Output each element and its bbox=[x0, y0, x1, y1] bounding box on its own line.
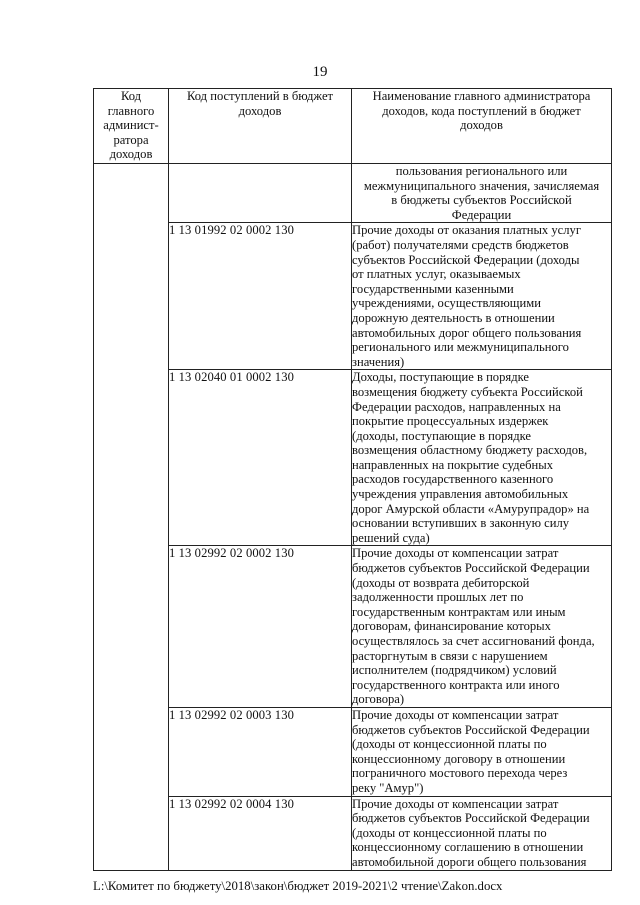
table-row bbox=[94, 370, 612, 546]
description-cell: Прочие доходы от компенсации затрат бюджетов субъектов Российской Федерации (доходы от концессионной платы по концессионному соглашению в отношении автомобильной дороги общего пользования bbox=[352, 796, 612, 870]
revenue-code-cell bbox=[169, 164, 352, 223]
description-cell: пользования регионального или межмуниципального значения, зачисляемая в бюджеты субъектов Российской Федерации bbox=[352, 164, 612, 223]
table-row bbox=[94, 546, 612, 708]
description-cell: Прочие доходы от компенсации затрат бюджетов субъектов Российской Федерации (доходы от концессионной платы по концессионному договору в отношении пограничного мостового перехода через реку "Амур") bbox=[352, 707, 612, 796]
revenue-code-cell: 1 13 02992 02 0004 130 bbox=[169, 796, 352, 870]
header-admin-code: Код главного админист- ратора доходов bbox=[94, 89, 169, 164]
page-number: 19 bbox=[312, 64, 328, 80]
table-row bbox=[94, 796, 612, 870]
admin-code-cell bbox=[94, 164, 169, 871]
table-row bbox=[94, 164, 612, 223]
revenue-codes-table bbox=[93, 88, 612, 871]
file-path-footer: L:\Комитет по бюджету\2018\закон\бюджет 2019-2021\2 чтение\Zakon.docx bbox=[93, 879, 503, 893]
description-cell: Прочие доходы от оказания платных услуг (работ) получателями средств бюджетов субъектов Российской Федерации (доходы от платных услуг, оказываемых государственными казенными учреждениями, осуществляющими дорожную деятельность в отношении автомобильных дорог общего пользования регионального или межмуниципального значения) bbox=[352, 223, 612, 370]
revenue-code-cell: 1 13 01992 02 0002 130 bbox=[169, 223, 352, 370]
revenue-code-cell: 1 13 02992 02 0003 130 bbox=[169, 707, 352, 796]
revenue-code-cell: 1 13 02992 02 0002 130 bbox=[169, 546, 352, 708]
table-header-row bbox=[94, 89, 612, 164]
table-row bbox=[94, 707, 612, 796]
table-row bbox=[94, 223, 612, 370]
header-revenue-code: Код поступлений в бюджет доходов bbox=[169, 89, 352, 164]
revenue-code-cell: 1 13 02040 01 0002 130 bbox=[169, 370, 352, 546]
description-cell: Доходы, поступающие в порядке возмещения бюджету субъекта Российской Федерации расходов, направленных на покрытие процессуальных издержек (доходы, поступающие в порядке возмещения областному бюджету расходов, направленных на покрытие судебных расходов государственного казенного учреждения управления автомобильных дорог Амурской области «Амурупрадор» на основании вступивших в законную силу решений суда) bbox=[352, 370, 612, 546]
header-name: Наименование главного администратора доходов, кода поступлений в бюджет доходов bbox=[352, 89, 612, 164]
description-cell: Прочие доходы от компенсации затрат бюджетов субъектов Российской Федерации (доходы от возврата дебиторской задолженности прошлых лет по государственным контрактам или иным договорам, финансирование которых осуществлялось за счет ассигнований фонда, расторгнутым в связи с нарушением исполнителем (подрядчиком) условий государственного контракта или иного договора) bbox=[352, 546, 612, 708]
